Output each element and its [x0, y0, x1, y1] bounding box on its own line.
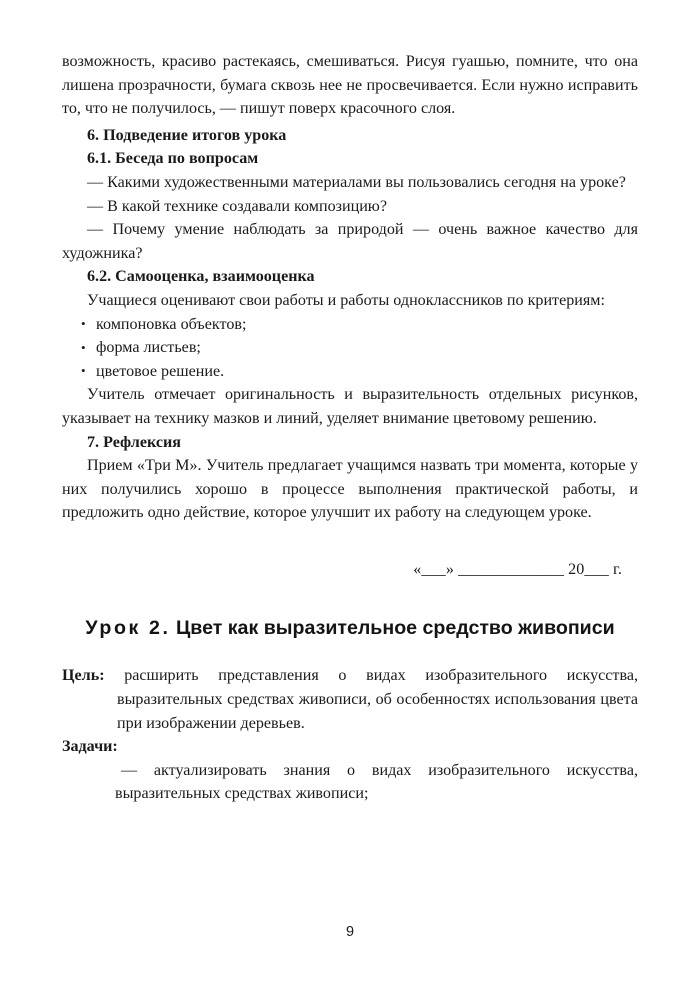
heading-section-6-2: 6.2. Самооценка, взаимооценка	[87, 268, 315, 286]
teacher-note-paragraph: Учитель отмечает оригинальность и выразительность отдельных рисунков, указывает на технику мазков и линий, уделяет внимание цветовому решению.	[62, 386, 638, 427]
reflection-paragraph: Прием «Три М». Учитель предлагает учащимся назвать три момента, которые у них получились хорошо в процессе выполнения практической работы, и предложить одно действие, которое улучшит их работу на следующем уроке.	[62, 457, 638, 522]
list-item: • компоновка объектов;	[62, 313, 638, 337]
lesson-title	[62, 615, 638, 642]
date-signature-line: «___» _____________ 20___ г.	[413, 560, 622, 578]
list-item: • форма листьев;	[62, 336, 638, 360]
question-item-1: — Какими художественными материалами вы пользовались сегодня на уроке?	[87, 173, 626, 191]
question-item-3: — Почему умение наблюдать за природой — очень важное качество для художника?	[62, 221, 638, 262]
lesson-title-text: Цвет как выразительное средство живописи	[175, 617, 615, 640]
lesson-goal	[62, 664, 638, 735]
question-item-2: — В какой технике создавали композицию?	[87, 197, 387, 215]
task-item-1: — актуализировать знания о видах изобразительного искусства, выразительных средствах живописи;	[115, 761, 638, 803]
tasks-label: Задачи:	[62, 738, 118, 756]
goal-label: Цель:	[62, 667, 105, 685]
heading-section-6-1: 6.1. Беседа по вопросам	[87, 150, 259, 168]
heading-section-7: 7. Рефлексия	[87, 433, 181, 451]
continued-paragraph: возможность, красиво растекаясь, смешиваться. Рисуя гуашью, помните, что она лишена прозрачности, бумага сквозь нее не просвечивается. Если нужно исправить то, что не получилось, — пишут поверх красочного слоя.	[62, 53, 638, 118]
page-number: 9	[345, 924, 355, 940]
list-item: • цветовое решение.	[62, 360, 638, 384]
page-content	[62, 50, 638, 806]
goal-text: расширить представления о видах изобразительного искусства, выразительных средствах живописи, об особенностях использования цвета при изображении деревьев.	[104, 667, 638, 732]
lesson-number-label: Урок 2.	[85, 617, 171, 640]
heading-section-6: 6. Подведение итогов урока	[87, 126, 287, 144]
criteria-intro: Учащиеся оценивают свои работы и работы одноклассников по критериям:	[87, 291, 605, 309]
criteria-list	[62, 313, 638, 384]
